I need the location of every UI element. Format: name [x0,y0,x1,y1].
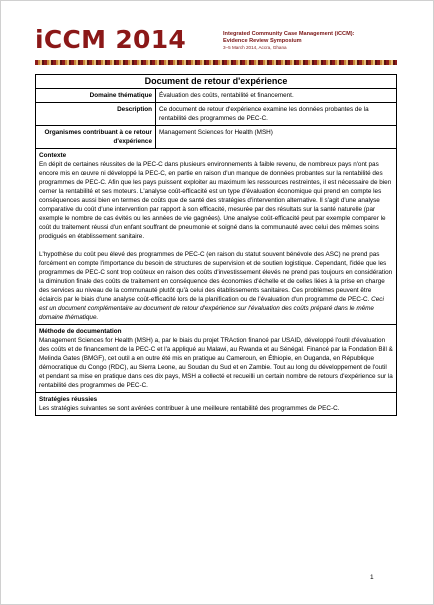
decorative-band [35,60,397,65]
row-methode [36,325,397,393]
contexte-section [36,149,397,325]
contexte-italic-note: Ceci est un document complémentaire au document de retour d'expérience sur l'évaluation des coûts préparé dans le même domaine thématique. [39,296,384,321]
header-line-1: Integrated Community Case Management (iCCM): [223,31,355,37]
methode-text: Management Sciences for Health (MSH) a, par le biais du projet TRAction financé par USAID, développé l'outil d'évaluation des coûts et de financement de la PEC-C et l'a appliqué au Malawi, au Rwanda et au Sénégal. Financé par la Fondation Bill & Melinda Gates (BMGF), cet outil a en outre été mis en pratique au Cameroun, en Éthiopie, en Ouganda, en République démocratique du Congo (RDC), au Sierra Leone, au Soudan du Sud et en Zambie. Tout au long du développement de l'outil et pendant sa mise en pratique dans ces dix pays, MSH a collecté et recueilli un certain nombre de retours d'expérience sur la rentabilité des programmes de PEC-C. [39,337,393,389]
strategies-text: Les stratégies suivantes se sont avérées contribuer à une meilleure rentabilité des programmes de PEC-C. [39,405,340,412]
domaine-value: Évaluation des coûts, rentabilité et financement. [156,89,397,103]
organismes-value: Management Sciences for Health (MSH) [156,126,397,149]
methode-heading: Méthode de documentation [39,328,122,335]
header-line-2: Evidence Review Symposium [223,38,302,45]
title-row [36,75,397,89]
document-title: Document de retour d'expérience [36,75,397,89]
contexte-heading: Contexte [39,152,67,159]
header-line-3: 3–5 March 2014, Accra, Ghana [223,45,287,51]
domaine-label: Domaine thématique [36,89,156,103]
header-caption [223,31,403,52]
iccm-logo: iCCM 2014 [35,25,187,54]
description-value: Ce document de retour d'expérience examine les données probantes de la rentabilité des programmes de PEC-C. [156,103,397,126]
description-label: Description [36,103,156,126]
contexte-paragraph-2 [39,250,393,322]
row-contexte [36,149,397,325]
page-number: 1 [370,574,374,581]
methode-section [36,325,397,393]
contexte-paragraph-1: En dépit de certaines réussites de la PEC-C dans plusieurs environnements à faible revenu, de nombreux pays n'ont pas encore mis en œuvre ni développé la PEC-C, en partie en raison d'un manque de données probantes sur la rentabilité des programmes de PEC-C. Afin que les pays puissent exploiter au maximum les ressources restreintes, il est nécessaire de bien cerner la rentabilité et ses moteurs. L'analyse coût-efficacité est un type d'évaluation économique qui prend en compte les conséquences aussi bien en termes de coûts que de santé des stratégies d'intervention alternative. Il s'agit d'une analyse comparative du coût d'une intervention par rapport à son efficacité, mesurée par des résultats sur la santé naturelle (par exemple le nombre de cas évités ou les années de vie gagnées). Une analyse coût-efficacité peut par exemple comparer le coût du traitement réussi d'un enfant souffrant de pneumonie et soigné dans la communauté avec celui des mêmes soins prodigués en établissement sanitaire. [39,161,392,240]
row-description [36,103,397,126]
experience-table [35,74,397,416]
strategies-section [36,393,397,416]
row-domaine [36,89,397,103]
row-organismes [36,126,397,149]
organismes-label: Organismes contribuant à ce retour d'expérience [36,126,156,149]
row-strategies [36,393,397,416]
strategies-heading: Stratégies réussies [39,396,98,403]
contexte-paragraph-2-text: L'hypothèse du coût peu élevé des programmes de PEC-C (en raison du statut souvent bénévole des ASC) ne prend pas forcément en compte l'importance du besoin de structures de supervision et de soutien logistique. Cependant, l'idée que les programmes de PEC-C sont trop coûteux en raison des coûts d'investissement élevés ne prend pas toujours en considération la diminution finale des coûts de traitement en conséquence des économies d'échelle et de celles liées à la prise en charge des services au niveau de la communauté plutôt qu'à celui des établissements sanitaires. Ces problèmes peuvent être éclaircis par le biais d'une analyse coût-efficacité lors de la planification ou de l'évaluation d'un programme de PEC-C. [39,251,393,303]
